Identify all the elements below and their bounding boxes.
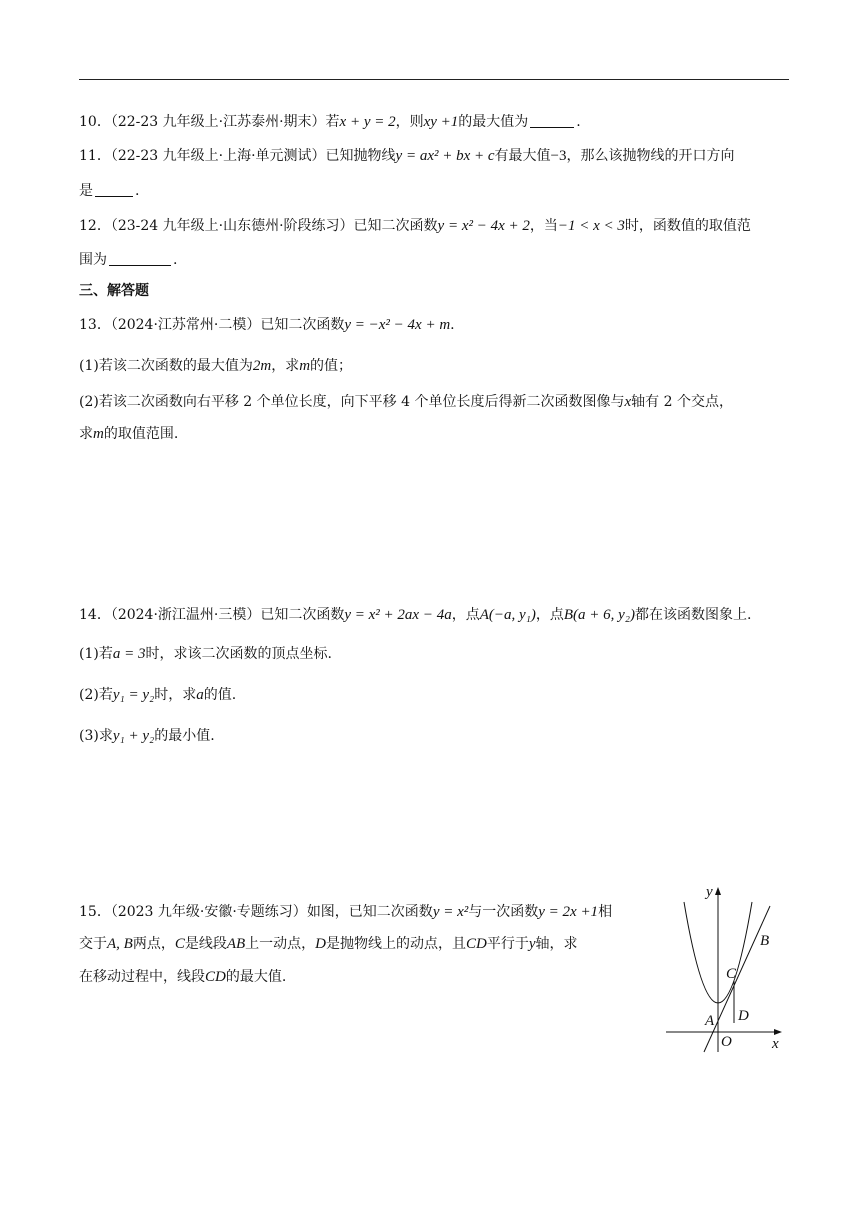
question-14-part-3: (3)求y₁ + y₂的最小值. <box>79 728 215 744</box>
question-15-line-2: 交于A, B两点，C是线段AB上一动点，D是抛物线上的动点，且CD平行于y轴，求 <box>79 936 578 952</box>
question-source: （2024·浙江温州·三模） <box>110 607 261 623</box>
question-15-line-3: 在移动过程中，线段CD的最大值. <box>79 969 287 985</box>
question-13-part-1: (1)若该二次函数的最大值为2m，求m的值； <box>79 358 353 374</box>
section-heading: 三、解答题 <box>79 283 149 299</box>
question-source: （2023 九年级·安徽·专题练习） <box>110 904 307 920</box>
x-axis-arrow <box>774 1029 782 1035</box>
math-expression: −3 <box>550 148 567 164</box>
question-source: （23-24 九年级上·山东德州·阶段练习） <box>110 218 354 234</box>
question-14: 14．（2024·浙江温州·三模）已知二次函数y = x² + 2ax − 4a，点A(−a, y₁)，点B(a + 6, y₂)都在该函数图象上. <box>79 607 752 623</box>
question-source: （22-23 九年级上·江苏泰州·期末） <box>110 114 326 130</box>
question-11: 11．（22-23 九年级上·上海·单元测试）已知抛物线y = ax² + bx + c有最大值−3，那么该抛物线的开口方向 <box>79 148 735 164</box>
label-d: D <box>738 1008 749 1024</box>
question-source: （22-23 九年级上·上海·单元测试） <box>110 148 326 164</box>
math-expression: x + y = 2 <box>339 114 396 130</box>
question-number: 13． <box>79 317 111 333</box>
question-source: （2024·江苏常州·二模） <box>110 317 261 333</box>
label-o: O <box>721 1034 732 1050</box>
answer-blank[interactable] <box>109 251 171 266</box>
question-13: 13．（2024·江苏常州·二模）已知二次函数y = −x² − 4x + m. <box>79 317 455 333</box>
math-expression: −1 < x < 3 <box>557 218 625 234</box>
math-expression: y = ax² + bx + c <box>395 148 495 164</box>
point-b: B(a + 6, y₂) <box>563 607 636 623</box>
math-expression: y = 2x +1 <box>538 904 599 920</box>
label-c: C <box>726 966 737 982</box>
question-12-line-2: 围为 . <box>79 252 178 268</box>
question-12: 12．（23-24 九年级上·山东德州·阶段练习）已知二次函数y = x² − 4x + 2，当−1 < x < 3时，函数值的取值范 <box>79 218 751 234</box>
math-expression: y = −x² − 4x + m <box>344 317 451 333</box>
question-number: 15． <box>79 904 111 920</box>
math-expression: y = x² + 2ax − 4a <box>344 607 452 623</box>
question-10: 10．（22-23 九年级上·江苏泰州·期末）若x + y = 2，则xy +1的最大值为 . <box>79 114 581 130</box>
label-a: A <box>705 1013 715 1029</box>
question-number: 14． <box>79 607 111 623</box>
question-14-part-1: (1)若a = 3时，求该二次函数的顶点坐标. <box>79 646 332 662</box>
linear-function-line <box>704 906 770 1052</box>
answer-blank[interactable] <box>95 182 133 197</box>
math-expression: y = x² <box>432 904 469 920</box>
question-number: 12． <box>79 218 111 234</box>
question-14-part-2: (2)若y₁ = y₂时，求a的值. <box>79 687 237 703</box>
question-11-line-2: 是 . <box>79 183 140 199</box>
label-y: y <box>706 884 713 900</box>
question-number: 10． <box>79 114 111 130</box>
point-a: A(−a, y₁) <box>479 607 536 623</box>
label-b: B <box>760 933 770 949</box>
label-x: x <box>772 1036 779 1052</box>
header-rule <box>79 79 789 80</box>
question-number: 11． <box>79 148 111 164</box>
math-expression: xy +1 <box>423 114 459 130</box>
question-13-part-2-line-2: 求m的取值范围. <box>79 426 179 442</box>
y-axis-arrow <box>715 887 721 895</box>
question-15: 15．（2023 九年级·安徽·专题练习）如图，已知二次函数y = x²与一次函数y = 2x +1相 <box>79 904 613 920</box>
question-13-part-2: (2)若该二次函数向右平移 2 个单位长度，向下平移 4 个单位长度后得新二次函数图像与x轴有 2 个交点， <box>79 394 733 410</box>
answer-blank[interactable] <box>530 113 574 128</box>
parabola-line-figure <box>664 884 786 1054</box>
math-expression: y = x² − 4x + 2 <box>437 218 530 234</box>
